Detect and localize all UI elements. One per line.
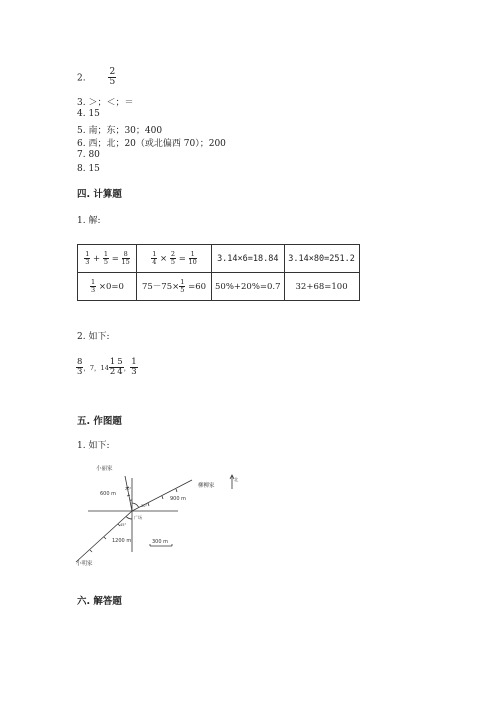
answer-3: 3. ＞；＜；＝ <box>77 98 134 108</box>
path-to-xiaoli <box>125 476 132 511</box>
section-6-title: 六. 解答题 <box>77 596 122 607</box>
label-liuliu: 柳柳家 <box>198 483 215 489</box>
table-cell: $\frac{1}{3}$ ×0=0 <box>78 273 137 301</box>
angle-arc-30 <box>132 503 139 507</box>
answer-5: 5. 南；东；30；400 <box>77 126 163 136</box>
table-row <box>78 273 360 301</box>
table-row <box>78 245 360 273</box>
table-cell: 3.14×80=251.2 <box>284 245 359 273</box>
answer-2-number: 2. <box>77 73 86 84</box>
label-square: 广场 <box>134 515 142 520</box>
table-cell: $\frac{1}{3}$ + $\frac{1}{5}$ = $\frac{8}{15}$ <box>78 245 137 273</box>
table-cell: 32+68=100 <box>284 273 359 301</box>
section-5-q1: 1. 如下: <box>77 441 110 451</box>
table-cell: 75－75× $\frac{1}{5}$ =60 <box>137 273 212 301</box>
angle-arc-45 <box>126 517 132 519</box>
distance-600: 600 m <box>100 491 117 497</box>
section-4-q1: 1. 解: <box>77 216 101 226</box>
section-4-title: 四. 计算题 <box>77 189 122 200</box>
section-4-q2: 2. 如下: <box>77 332 110 342</box>
distance-900: 900 m <box>170 496 187 502</box>
path-to-xiaoming <box>76 511 132 562</box>
north-label: 北 <box>234 477 238 482</box>
answer-4: 4. 15 <box>77 109 100 119</box>
label-xiaoli: 小丽家 <box>96 466 113 472</box>
angle-30-label: 30° <box>141 504 148 508</box>
table-cell: 50%+20%=0.7 <box>212 273 285 301</box>
table-cell: 3.14×6=18.84 <box>212 245 285 273</box>
angle-45-label: 45° <box>120 523 127 527</box>
answer-2-fraction: $\frac{2}{5}$ <box>109 67 116 88</box>
section-5-title: 五. 作图题 <box>77 416 122 427</box>
angle-20-label: 20° <box>125 487 132 491</box>
answer-7: 7. 80 <box>77 150 100 160</box>
label-xiaoming: 小明家 <box>76 561 93 567</box>
answer-8: 8. 15 <box>77 164 100 174</box>
answer-2 <box>77 68 116 88</box>
distance-1200: 1200 m <box>112 538 132 544</box>
direction-diagram <box>70 462 250 577</box>
table-cell: $\frac{1}{4}$ × $\frac{2}{5}$ = $\frac{1}{10}$ <box>137 245 212 273</box>
scale-label: 300 m <box>152 539 169 545</box>
calculation-table <box>77 244 360 301</box>
answer-6: 6. 西；北；20（或北偏西 70）；200 <box>77 139 226 149</box>
fraction-sequence: $\frac{8}{3}$ ，7，14 $\frac{1}{2}$ $\frac{5}{4}$ ， $\frac{1}{3}$ <box>77 357 137 377</box>
